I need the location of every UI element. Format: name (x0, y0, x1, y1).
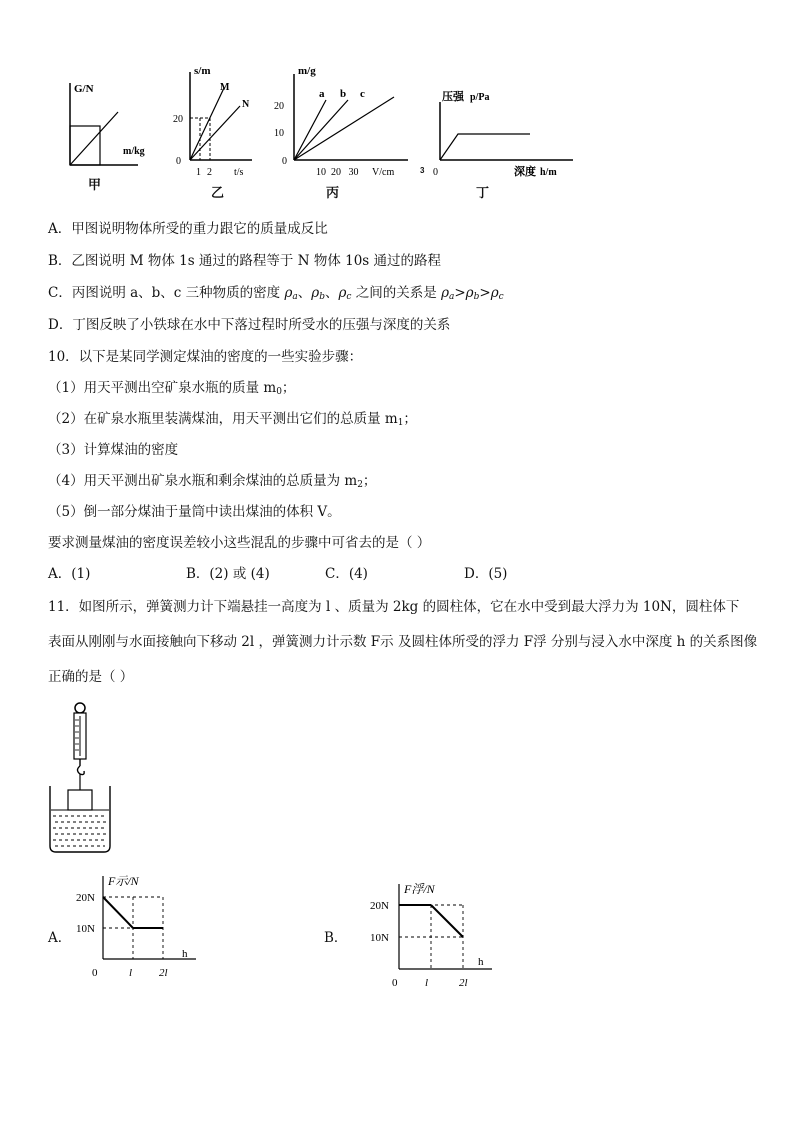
q11-line2: 表面从刚刚与水面接触向下移动 2l ，弹簧测力计示数 F示 及圆柱体所受的浮力 F浮 分别与浸入水中深度 h 的关系图像 (48, 634, 758, 650)
figure-ding (428, 82, 578, 182)
yi-tick-x1: 1 (196, 167, 201, 178)
yi-tick-x2: 2 (207, 167, 212, 178)
chart-b-tick-x1: l (425, 977, 429, 989)
jia-caption: 甲 (88, 178, 102, 193)
q10-step1 (48, 379, 295, 401)
chart-b-ylabel: F浮/N (404, 882, 435, 896)
q10-step2-text: （2）在矿泉水瓶里装满煤油，用天平测出它们的总质量 m (48, 411, 398, 427)
hook-icon (78, 766, 85, 775)
q11-line1: 11．如图所示，弹簧测力计下端悬挂一高度为 l 、质量为 2kg 的圆柱体，它在水中受到最大浮力为 10N，圆柱体下 (48, 599, 740, 615)
q9-option-c: C．丙图说明 a、b、c 三种物质的密度 $\rho_a$、$\rho_b$、$\rho_c$ 之间的关系是 $\rho_a>\rho_b>\rho_c$ (48, 285, 504, 302)
ding-ylabel: p/Pa (470, 92, 490, 103)
chart-a-xlabel: h (182, 948, 188, 960)
q10-step2-end: ； (403, 411, 417, 427)
q10-step4 (48, 472, 376, 494)
bing-caption: 丙 (326, 186, 340, 201)
q10-option-a: A．(1) (48, 566, 91, 582)
chart-b-tick-x2: 2l (459, 977, 468, 989)
ring-icon (75, 703, 85, 713)
bing-xlabel: V/cm (372, 167, 395, 178)
bing-tick-y10: 10 (274, 128, 284, 139)
q10-step2 (48, 410, 417, 432)
chart-b-origin: 0 (392, 977, 398, 989)
figure-jia (60, 78, 160, 188)
q10-step4-text: （4）用天平测出矿泉水瓶和剩余煤油的总质量为 m (48, 473, 358, 489)
chart-b-tick-y1: 20N (370, 900, 389, 912)
chart-a-tick-y1: 20N (76, 892, 95, 904)
option-b-label: B． (324, 930, 348, 946)
q10-option-b: B．(2) 或 (4) (186, 566, 270, 582)
q10-step5: （5）倒一部分煤油于量筒中读出煤油的体积 V。 (48, 504, 341, 520)
yi-line-n: N (242, 99, 250, 110)
bing-ylabel: m/g (298, 65, 316, 77)
yi-tick-y: 20 (173, 114, 183, 125)
water (53, 816, 107, 846)
ding-ylabel-cn: 压强 (442, 91, 464, 103)
q10-ask: 要求测量煤油的密度误差较小这些混乱的步骤中可省去的是（ ） (48, 535, 431, 551)
bing-ticks-x: 10 20 30 (316, 167, 359, 178)
q9-option-a: A．甲图说明物体所受的重力跟它的质量成反比 (48, 221, 328, 237)
jia-xlabel: m/kg (123, 146, 145, 157)
bing-sup3: 3 (420, 166, 425, 175)
q10-option-d: D．(5) (464, 566, 508, 582)
apparatus-figure (44, 700, 124, 860)
q10-step4-sub: 2 (357, 480, 363, 490)
series-segment-0 (103, 897, 133, 928)
bing-line-a: a (319, 88, 325, 100)
q10-step1-end: ； (281, 380, 296, 396)
yi-line-m: M (220, 82, 230, 93)
chart-a-ylabel: F示/N (108, 874, 139, 888)
yi-ylabel: s/m (194, 65, 211, 77)
q9-option-b: B．乙图说明 M 物体 1s 通过的路程等于 N 物体 10s 通过的路程 (48, 253, 442, 269)
ding-xlabel: h/m (540, 167, 557, 178)
q10-stem: 10．以下是某同学测定煤油的密度的一些实验步骤： (48, 349, 363, 365)
bing-line-c: c (360, 88, 365, 100)
series-segment-1 (431, 905, 463, 937)
bing-tick-y20: 20 (274, 101, 284, 112)
cylinder (68, 790, 92, 810)
q9-c-mid: 之间的关系是 (351, 285, 442, 301)
q10-step1-sub: 0 (276, 387, 282, 397)
chart-b-tick-y2: 10N (370, 932, 389, 944)
bing-origin: 0 (282, 156, 287, 167)
q10-step4-end: ； (362, 473, 377, 489)
chart-a-tick-x1: l (129, 967, 133, 979)
figure-bing (268, 60, 418, 180)
q10-step3: （3）计算煤油的密度 (48, 442, 179, 458)
q10-step2-sub: 1 (397, 418, 404, 428)
bing-line-b: b (340, 88, 347, 100)
jia-ylabel: G/N (74, 83, 94, 95)
chart-a (70, 870, 210, 990)
ding-xlabel-cn: 深度 (514, 166, 536, 178)
q9-option-d: D．丁图反映了小铁球在水中下落过程时所受水的压强与深度的关系 (48, 317, 451, 333)
yi-caption: 乙 (211, 186, 225, 201)
chart-a-tick-y2: 10N (76, 923, 95, 935)
yi-origin: 0 (176, 156, 181, 167)
yi-xlabel: t/s (234, 167, 244, 178)
option-a-label: A． (48, 930, 72, 946)
chart-a-origin: 0 (92, 967, 98, 979)
q11-line3: 正确的是（ ） (48, 669, 134, 685)
ding-origin: 0 (433, 167, 438, 178)
q10-step1-text: （1）用天平测出空矿泉水瓶的质量 m (48, 380, 277, 396)
figure-yi (168, 60, 268, 180)
ding-caption: 丁 (476, 186, 490, 201)
q10-option-c: C．(4) (325, 566, 368, 582)
chart-a-tick-x2: 2l (159, 967, 168, 979)
chart-b-xlabel: h (478, 956, 484, 968)
chart-b (366, 878, 506, 998)
q9-c-pre: C．丙图说明 a、b、c 三种物质的密度 (48, 285, 285, 301)
